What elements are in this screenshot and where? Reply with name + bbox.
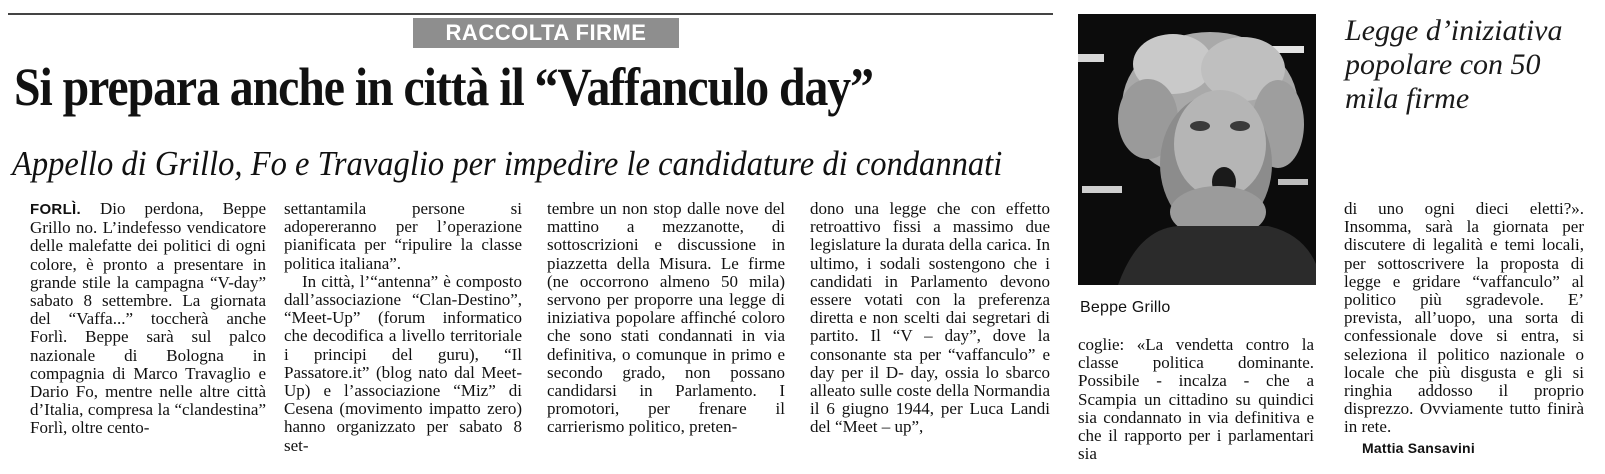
- byline: Mattia Sansavini: [1362, 440, 1475, 456]
- dateline: FORLÌ.: [30, 201, 81, 218]
- article-column-5: coglie: «La vendetta contro la classe politica dominante. Possibile - incalza - che a Scampia un cittadino su quindici sia condannato in via definitiva e che il rapporto per i parlamentari sia: [1078, 335, 1314, 464]
- column-2-paragraph-1: settantamila persone si adopereranno per l’operazione pianificata per “ripulire la classe politica italiana”.: [284, 199, 522, 273]
- headline: Si prepara anche in città il “Vaffanculo day”: [14, 57, 873, 117]
- column-1-text: Dio perdona, Beppe Grillo no. L’indefesso vendicatore delle malefatte dei politici di ogni colore, è pronto a presentare in grande stile la campagna “V-day” sabato 8 settembre. La giornata del “Vaffa...” toccherà anche Forlì. Beppe sarà sul palco nazionale di Bologna in compagnia di Marco Travaglio e Dario Fo, mentre nelle altre città d’Italia, compresa la “clandestina” Forlì, oltre cento-: [30, 199, 266, 438]
- subheadline: Appello di Grillo, Fo e Travaglio per impedire le candidature di condannati: [12, 144, 1003, 183]
- portrait-image: [1078, 14, 1316, 285]
- article-column-3: tembre un non stop dalle nove del mattino a mezzanotte, di sottoscrizioni e discussione in piazzetta della Misura. Le firme (ne occorrono almeno 50 mila) servono per proporre una legge di iniziativa popolare affinché coloro che sono stati condannati in via definitiva, o comunque in primo e secondo grado, non possano candidarsi in Parlamento. I promotori, per frenare il carrierismo politico, preten-: [547, 199, 785, 437]
- article-column-1: [30, 200, 266, 438]
- section-kicker: RACCOLTA FIRME: [413, 18, 679, 48]
- photo-caption: Beppe Grillo: [1080, 299, 1171, 316]
- article-column-4: dono una legge che con effetto retroattivo fissi a massimo due legislature la durata della carica. In ultimo, i sodali sostengono che i candidati in Parlamento devono essere votati con la preferenza diretta e non scelti dai segretari di partito. Il “V – day”, dove la consonante sta per “vaffanculo” e day per il D- day, ossia lo sbarco alleato sulle coste della Normandia il 6 giugno 1944, per Luca Landi del “Meet – up”,: [810, 199, 1050, 437]
- top-rule: [8, 13, 1053, 15]
- column-2-paragraph-2: In città, l’“antenna” è composto dall’associazione “Clan-Destino”, “Meet-Up” (forum informatico che decodifica a livello territoriale i principi del guru), “Il Passatore.it” (blog nato dal Meet-Up) e l’associazione “Miz” di Cesena (movimento impatto zero) hanno organizzato per sabato 8 set-: [284, 271, 522, 455]
- article-column-2: [284, 200, 522, 455]
- sidebar-title: Legge d’iniziativa popolare con 50 mila firme: [1345, 14, 1563, 115]
- beppe-grillo-photo: [1078, 14, 1316, 285]
- article-column-6: di uno ogni dieci eletti?». Insomma, sarà la giornata per discutere di legalità e temi locali, per sottoscrivere la proposta di legge e gridare “vaffanculo” al politico più sgradevole. E’ prevista, all’uopo, una sorta di confessionale dove si entra, si seleziona il politico nazionale o locale che più disgusta e gli si ringhia addosso il proprio disprezzo. Ovviamente tutto finirà in rete.: [1344, 199, 1584, 437]
